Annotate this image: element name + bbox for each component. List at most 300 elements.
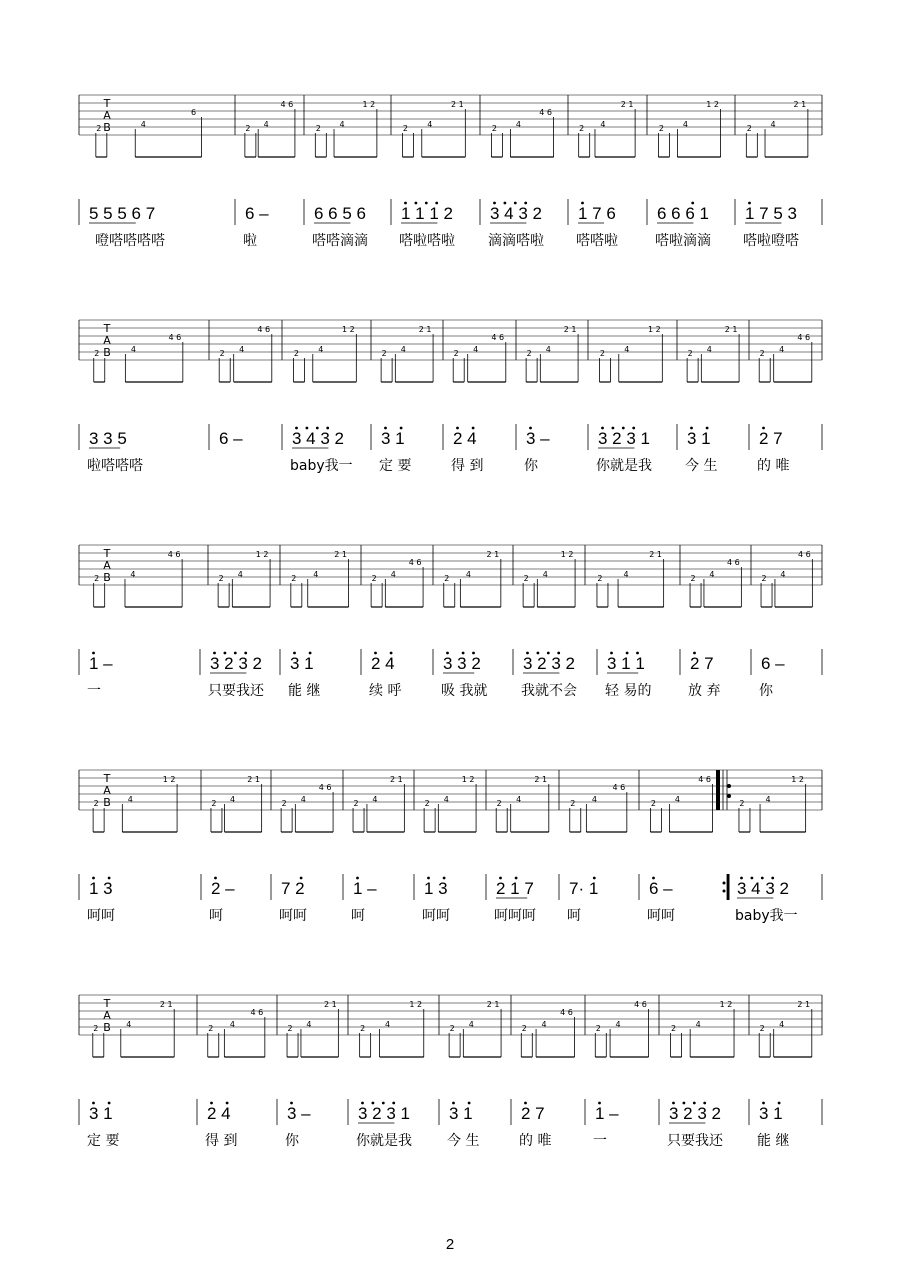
tab-fret-number: 2	[245, 124, 251, 133]
lyric-segment: 呵呵	[647, 908, 675, 924]
lyric-segment: 呵呵	[422, 908, 450, 924]
tab-clef-letter: T	[103, 772, 111, 785]
jianpu-measure: 3 1	[381, 429, 405, 448]
lyric-segment: 嗒啦嗒啦	[399, 233, 455, 249]
tab-fret-number: 1 2	[362, 100, 376, 109]
tab-fret-number: 4 6	[797, 333, 811, 342]
octave-dot	[92, 877, 95, 880]
octave-dot	[598, 1102, 601, 1105]
jianpu-measure: 2 –	[211, 879, 235, 898]
octave-dot	[244, 652, 247, 655]
tab-fret-number: 4	[230, 795, 236, 804]
tab-fret-number: 2	[371, 574, 377, 583]
tab-fret-number: 4	[318, 345, 324, 354]
jianpu-measure: 3 2 3 2	[210, 654, 262, 673]
tab-fret-number: 2 1	[247, 775, 261, 784]
octave-dot	[610, 652, 613, 655]
tab-fret-number: 4	[443, 795, 449, 804]
lyric-segment: 你就是我	[356, 1133, 412, 1149]
jianpu-measure: 6 –	[245, 204, 269, 223]
octave-dot	[762, 1102, 765, 1105]
tab-fret-number: 4	[780, 570, 786, 579]
lyric-segment: 呵	[209, 908, 223, 924]
tab-fret-number: 2	[94, 349, 100, 358]
tab-fret-number: 4 6	[560, 1008, 573, 1017]
jianpu-measure: 6 –	[649, 879, 673, 898]
jianpu-measure: 3 2 3 2	[669, 1104, 721, 1123]
tab-fret-number: 1 2	[647, 325, 661, 334]
octave-dot	[213, 652, 216, 655]
octave-dot	[622, 427, 625, 430]
tab-fret-number: 6	[191, 108, 197, 117]
lyric-segment: 呵呵	[87, 908, 115, 924]
tab-fret-number: 4	[541, 1020, 547, 1029]
jianpu-measure: 3 4 3 2	[490, 204, 542, 223]
octave-dot	[462, 652, 465, 655]
octave-dot	[390, 652, 393, 655]
octave-dot	[703, 1102, 706, 1105]
tab-fret-number: 2	[291, 574, 297, 583]
lyric-segment: baby我一	[735, 908, 798, 924]
tab-clef-letter: B	[103, 346, 111, 359]
octave-dot	[456, 427, 459, 430]
jianpu-measure: 1 7 6	[578, 204, 616, 223]
tab-clef-letter: T	[103, 97, 111, 110]
octave-dot	[300, 877, 303, 880]
tab-fret-number: 4 6	[257, 325, 271, 334]
tab-fret-number: 4	[545, 345, 551, 354]
tab-fret-number: 4 6	[634, 1000, 647, 1009]
octave-dot	[415, 202, 418, 205]
lyric-segment: baby我一	[290, 458, 353, 474]
octave-dot	[529, 427, 532, 430]
tab-fret-number: 2	[746, 124, 752, 133]
lyric-segment: 你就是我	[596, 458, 652, 474]
jianpu-measure: 6 –	[761, 654, 785, 673]
tab-fret-number: 2 1	[389, 775, 403, 784]
tab-fret-number: 1 2	[560, 550, 574, 559]
tab-fret-number: 2	[570, 799, 576, 808]
octave-dot	[581, 202, 584, 205]
jianpu-measure: 2 7	[690, 654, 714, 673]
jianpu-measure: 5 5 5 6 7	[89, 204, 156, 223]
jianpu-measure: 2 7	[521, 1104, 545, 1123]
octave-dot	[504, 202, 507, 205]
octave-dot	[593, 877, 596, 880]
tab-fret-number: 2	[402, 124, 409, 133]
repeat-thick-bar	[716, 770, 720, 810]
tab-fret-number: 2	[491, 124, 497, 133]
jianpu-measure: 3 2 3 2	[523, 654, 575, 673]
tab-clef-letter: T	[103, 997, 111, 1010]
octave-dot	[404, 202, 407, 205]
octave-dot	[108, 877, 111, 880]
lyric-segment: 一	[593, 1133, 607, 1149]
tab-fret-number: 2	[671, 1024, 677, 1033]
tab-fret-number: 4	[313, 570, 319, 579]
repeat-dot	[723, 890, 726, 893]
tab-fret-number: 4	[126, 1020, 132, 1029]
jianpu-measure: 3 1	[759, 1104, 783, 1123]
tab-clef-letter: B	[103, 571, 111, 584]
tab-clef-letter: A	[103, 109, 111, 122]
tab-fret-number: 4	[765, 795, 771, 804]
tab-fret-number: 4 6	[698, 775, 711, 784]
lyric-segment: 你	[285, 1133, 299, 1149]
jianpu-measure: 3 4 3 2	[737, 879, 789, 898]
repeat-dot	[723, 882, 726, 885]
jianpu-measure: 3 3 5	[89, 429, 127, 448]
jianpu-measure: 1 1 1 2	[401, 204, 453, 223]
tab-fret-number: 4 6	[168, 333, 182, 342]
tab-fret-number: 2 1	[450, 100, 464, 109]
octave-dot	[290, 1102, 293, 1105]
octave-dot	[384, 427, 387, 430]
lyric-segment: 你	[759, 683, 773, 699]
page-number: 2	[445, 1236, 455, 1253]
octave-dot	[690, 427, 693, 430]
tab-fret-number: 4 6	[250, 1008, 264, 1017]
tab-fret-number: 2	[579, 124, 585, 133]
lyric-segment: 嗒啦滴滴	[655, 233, 711, 249]
octave-dot	[691, 202, 694, 205]
tab-fret-number: 4	[384, 1020, 391, 1029]
tab-fret-number: 1 2	[341, 325, 355, 334]
tab-fret-number: 1 2	[409, 1000, 423, 1009]
tab-fret-number: 2	[496, 799, 502, 808]
lyric-segment: 你	[524, 458, 538, 474]
octave-dot	[295, 427, 298, 430]
octave-dot	[751, 877, 754, 880]
jianpu-measure: 2 4	[207, 1104, 231, 1123]
tab-fret-number: 2	[360, 1024, 366, 1033]
tab-fret-number: 2 1	[797, 1000, 811, 1009]
jianpu-measure: 3 1	[89, 1104, 113, 1123]
octave-dot	[372, 1102, 375, 1105]
jianpu-measure: 3 1	[290, 654, 314, 673]
tab-fret-number: 2	[293, 349, 300, 358]
octave-dot	[356, 877, 359, 880]
tab-clef-letter: T	[103, 322, 111, 335]
tab-fret-number: 4	[390, 570, 396, 579]
octave-dot	[234, 652, 237, 655]
tab-fret-number: 4	[130, 570, 136, 579]
jianpu-measure: 1 –	[353, 879, 377, 898]
octave-dot	[499, 877, 502, 880]
tab-fret-number: 4	[706, 345, 712, 354]
tab-fret-number: 4	[473, 345, 479, 354]
jianpu-measure: 3 3 2	[443, 654, 481, 673]
lyric-segment: 得 到	[451, 458, 484, 474]
tab-fret-number: 1 2	[255, 550, 269, 559]
lyric-segment: 嗒嗒滴滴	[312, 233, 368, 249]
tab-fret-number: 2 1	[418, 325, 432, 334]
octave-dot	[400, 427, 403, 430]
tab-fret-number: 4	[465, 570, 471, 579]
tab-clef-letter: T	[103, 547, 111, 560]
octave-dot	[468, 1102, 471, 1105]
tab-fret-number: 4	[515, 120, 521, 129]
jianpu-measure: 2 1 7	[496, 879, 534, 898]
lyric-segment: 定 要	[87, 1133, 120, 1149]
tab-fret-number: 2	[521, 1024, 527, 1033]
lyric-segment: 的 唯	[519, 1133, 552, 1149]
tab-fret-number: 4 6	[612, 783, 626, 792]
tab-fret-number: 2	[761, 574, 767, 583]
jianpu-measure: 3 1	[687, 429, 711, 448]
octave-dot	[293, 652, 296, 655]
octave-dot	[374, 652, 377, 655]
lyric-segment: 今 生	[685, 458, 718, 474]
octave-dot	[557, 652, 560, 655]
jianpu-measure: 2 7	[759, 429, 783, 448]
octave-dot	[626, 652, 629, 655]
repeat-dot	[727, 794, 731, 798]
octave-dot	[514, 202, 517, 205]
lyric-segment: 呵呵呵	[494, 908, 536, 924]
lyric-segment: 的 唯	[757, 458, 790, 474]
lyric-segment: 得 到	[205, 1133, 238, 1149]
jianpu-measure: 3 –	[287, 1104, 311, 1123]
jianpu-measure: 3 1 1	[607, 654, 645, 673]
tab-fret-number: 2	[759, 1024, 765, 1033]
tab-fret-number: 2	[523, 574, 529, 583]
tab-fret-number: 2	[599, 349, 606, 358]
jianpu-measure: 3 2 3 1	[358, 1104, 410, 1123]
octave-dot	[425, 202, 428, 205]
octave-dot	[427, 877, 430, 880]
octave-dot	[446, 652, 449, 655]
tab-fret-number: 1 2	[791, 775, 805, 784]
tab-fret-number: 4	[623, 570, 629, 579]
tab-fret-number: 4	[600, 120, 606, 129]
tab-fret-number: 2	[650, 799, 656, 808]
octave-dot	[443, 877, 446, 880]
tab-clef-letter: B	[103, 1021, 111, 1034]
tab-clef-letter: A	[103, 559, 111, 572]
tab-fret-number: 2	[281, 799, 287, 808]
lyric-segment: 啦	[243, 233, 257, 249]
jianpu-measure: 7 2	[281, 879, 305, 898]
octave-dot	[778, 1102, 781, 1105]
octave-dot	[92, 1102, 95, 1105]
tab-fret-number: 4	[674, 795, 680, 804]
tab-fret-number: 4 6	[726, 558, 740, 567]
lyric-segment: 呵	[567, 908, 581, 924]
octave-dot	[693, 652, 696, 655]
lyric-segment: 只要我还	[667, 1133, 723, 1149]
tab-fret-number: 2 1	[620, 100, 634, 109]
tab-fret-number: 4	[127, 795, 133, 804]
octave-dot	[636, 652, 639, 655]
tab-fret-number: 2	[759, 349, 765, 358]
tab-fret-number: 4	[263, 120, 269, 129]
octave-dot	[771, 877, 774, 880]
tab-fret-number: 4	[779, 345, 785, 354]
lyric-segment: 续 呼	[369, 683, 402, 699]
tab-fret-number: 4	[709, 570, 715, 579]
octave-dot	[214, 877, 217, 880]
tab-fret-number: 1 2	[706, 100, 719, 109]
octave-dot	[326, 427, 329, 430]
tab-fret-number: 2	[690, 574, 696, 583]
tab-fret-number: 2	[218, 574, 224, 583]
octave-dot	[632, 427, 635, 430]
lyric-segment: 能 继	[288, 683, 321, 699]
lyric-segment: 只要我还	[208, 683, 264, 699]
lyric-segment: 我就不会	[521, 683, 577, 699]
lyric-segment: 放 弃	[688, 683, 721, 699]
lyric-segment: 轻 易的	[605, 683, 652, 699]
tab-fret-number: 2 1	[724, 325, 738, 334]
repeat-dot	[727, 784, 731, 788]
tab-fret-number: 4 6	[539, 108, 552, 117]
lyric-segment: 定 要	[379, 458, 412, 474]
tab-clef-letter: A	[103, 784, 111, 797]
tab-fret-number: 4 6	[408, 558, 422, 567]
tab-fret-number: 1 2	[162, 775, 176, 784]
octave-dot	[612, 427, 615, 430]
tab-fret-number: 4	[427, 120, 433, 129]
jianpu-measure: 3 4 3 2	[292, 429, 344, 448]
octave-dot	[210, 1102, 213, 1105]
tab-fret-number: 4 6	[491, 333, 505, 342]
tab-fret-number: 4	[516, 795, 522, 804]
jianpu-measure: 1 3	[424, 879, 448, 898]
jianpu-measure: 6 6 5 6	[314, 204, 366, 223]
tab-fret-number: 4	[239, 345, 245, 354]
tab-fret-number: 2 1	[334, 550, 347, 559]
tab-fret-number: 1 2	[719, 1000, 733, 1009]
octave-dot	[761, 877, 764, 880]
tab-fret-number: 4	[695, 1020, 701, 1029]
tab-fret-number: 4	[591, 795, 597, 804]
octave-dot	[493, 202, 496, 205]
tab-clef-letter: A	[103, 334, 111, 347]
tab-fret-number: 2	[208, 1024, 214, 1033]
tab-fret-number: 4	[372, 795, 378, 804]
tab-fret-number: 4	[229, 1020, 235, 1029]
tab-fret-number: 2	[739, 799, 745, 808]
tab-fret-number: 2 1	[486, 1000, 500, 1009]
tab-fret-number: 4	[339, 120, 345, 129]
tab-fret-number: 2	[93, 1024, 99, 1033]
octave-dot	[515, 877, 518, 880]
lyric-segment: 一	[87, 683, 101, 699]
lyric-segment: 噔嗒嗒嗒嗒	[95, 233, 165, 249]
tab-fret-number: 2	[381, 349, 387, 358]
octave-dot	[361, 1102, 364, 1105]
octave-dot	[524, 1102, 527, 1105]
jianpu-measure: 6 6 6 1	[657, 204, 709, 223]
octave-dot	[392, 1102, 395, 1105]
jianpu-measure: 2 4	[371, 654, 395, 673]
tab-fret-number: 1 2	[461, 775, 475, 784]
octave-dot	[672, 1102, 675, 1105]
tab-fret-number: 4	[140, 120, 146, 129]
octave-dot	[683, 1102, 686, 1105]
octave-dot	[472, 652, 475, 655]
tab-fret-number: 4 6	[318, 783, 332, 792]
jianpu-measure: 1 7 5 3	[745, 204, 797, 223]
tab-fret-number: 2 1	[486, 550, 500, 559]
jianpu-measure: 1 –	[89, 654, 113, 673]
tab-fret-number: 2	[449, 1024, 455, 1033]
octave-dot	[306, 427, 309, 430]
lyric-segment: 滴滴嗒啦	[488, 233, 544, 249]
tab-fret-number: 2	[424, 799, 430, 808]
lyric-segment: 嗒啦噔嗒	[743, 233, 799, 249]
tab-fret-number: 4	[615, 1020, 621, 1029]
tab-fret-number: 2	[444, 574, 450, 583]
jianpu-measure: 3 1	[449, 1104, 473, 1123]
octave-dot	[748, 202, 751, 205]
tab-fret-number: 2 1	[563, 325, 577, 334]
octave-dot	[224, 652, 227, 655]
lyric-segment: 能 继	[757, 1133, 790, 1149]
tab-fret-number: 2 1	[793, 100, 807, 109]
octave-dot	[706, 427, 709, 430]
jianpu-measure: 1 3	[89, 879, 113, 898]
octave-dot	[316, 427, 319, 430]
octave-dot	[226, 1102, 229, 1105]
jianpu-measure: 2 4	[453, 429, 477, 448]
tab-fret-number: 2	[526, 349, 532, 358]
tab-fret-number: 2	[595, 1024, 601, 1033]
jianpu-measure: 3 –	[526, 429, 550, 448]
octave-dot	[435, 202, 438, 205]
octave-dot	[762, 427, 765, 430]
tab-clef-letter: B	[103, 796, 111, 809]
lyric-segment: 今 生	[447, 1133, 480, 1149]
tab-fret-number: 2	[597, 574, 603, 583]
tab-clef-letter: A	[103, 1009, 111, 1022]
tab-fret-number: 4	[300, 795, 306, 804]
tab-fret-number: 4	[130, 345, 136, 354]
tab-fret-number: 2	[93, 799, 99, 808]
octave-dot	[472, 427, 475, 430]
tab-fret-number: 4 6	[167, 550, 181, 559]
jianpu-measure: 6 –	[219, 429, 243, 448]
tab-fret-number: 4	[779, 1020, 785, 1029]
octave-dot	[693, 1102, 696, 1105]
lyric-segment: 吸 我就	[441, 683, 488, 699]
octave-dot	[452, 1102, 455, 1105]
tab-fret-number: 2	[96, 124, 102, 133]
octave-dot	[382, 1102, 385, 1105]
octave-dot	[524, 202, 527, 205]
tab-fret-number: 2	[219, 349, 225, 358]
tab-fret-number: 2	[687, 349, 693, 358]
tab-fret-number: 4 6	[797, 550, 811, 559]
tab-fret-number: 2	[287, 1024, 293, 1033]
tab-fret-number: 4	[237, 570, 243, 579]
tab-fret-number: 2	[315, 124, 321, 133]
octave-dot	[547, 652, 550, 655]
octave-dot	[309, 652, 312, 655]
tab-fret-number: 4 6	[280, 100, 294, 109]
tab-fret-number: 4	[624, 345, 630, 354]
lyric-segment: 呵呵	[279, 908, 307, 924]
tab-fret-number: 4	[400, 345, 406, 354]
tab-fret-number: 2	[94, 574, 100, 583]
tab-fret-number: 4	[306, 1020, 312, 1029]
tab-fret-number: 2	[353, 799, 359, 808]
octave-dot	[740, 877, 743, 880]
tab-fret-number: 2	[211, 799, 217, 808]
octave-dot	[537, 652, 540, 655]
tab-fret-number: 2 1	[323, 1000, 337, 1009]
